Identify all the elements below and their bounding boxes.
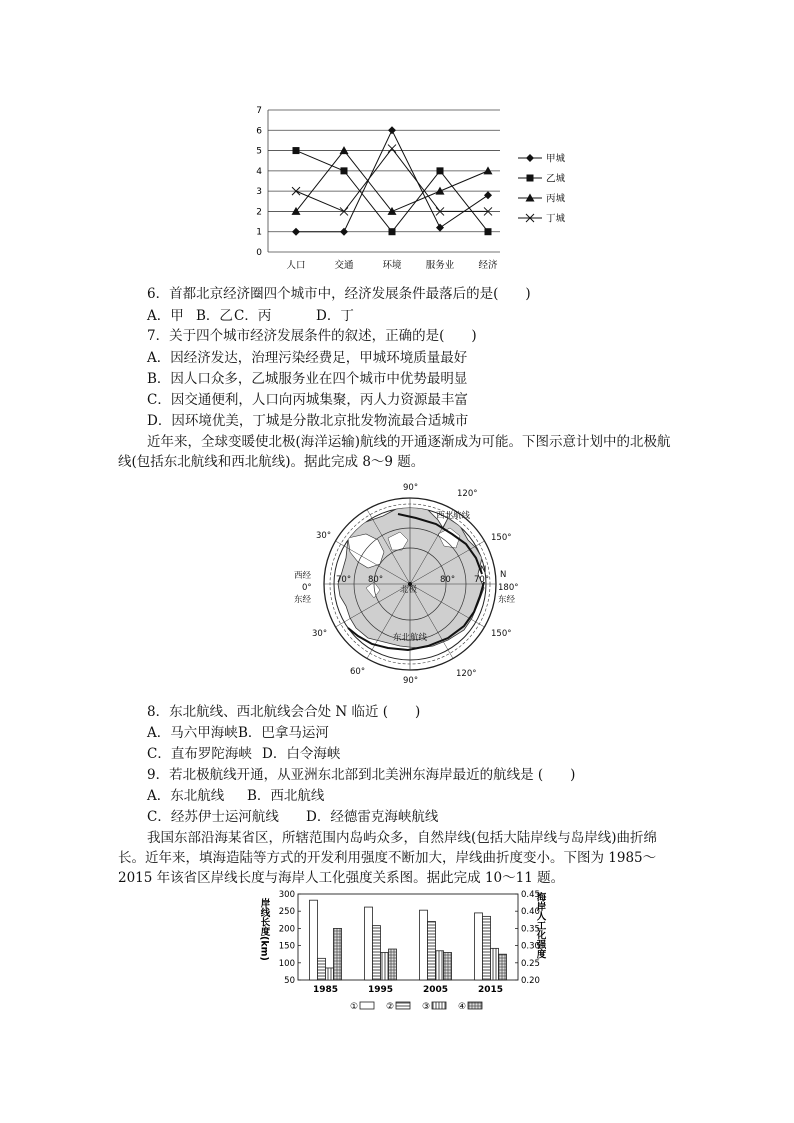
y-tick-label: 200 [278, 924, 295, 935]
q9-stem: 9．若北极航线开通，从亚洲东北部到北美洲东海岸最近的航线是 ( ) [147, 767, 576, 783]
lbl-70w: 70° [336, 575, 352, 585]
bar-② [318, 958, 326, 980]
x-tick-label: 2015 [477, 985, 504, 995]
x-tick-label: 环境 [382, 260, 402, 271]
lbl-east: 东经 [498, 595, 516, 605]
x-tick-label: 2005 [422, 985, 449, 995]
q9-option-d: D．经德雷克海峡航线 [306, 809, 439, 825]
q8-stem: 8．东北航线、西北航线会合处 N 临近 ( ) [147, 704, 421, 720]
y2-tick-label: 0.20 [521, 976, 540, 986]
lbl-east-left: 东经 [294, 595, 312, 605]
lbl-n-side: N [500, 570, 507, 580]
legend-swatch [396, 1002, 410, 1009]
legend-label: ③ [422, 1002, 431, 1012]
bar-③ [326, 968, 334, 980]
bar-② [373, 926, 381, 980]
y-axis-label: 岸线长度(km) [258, 898, 270, 961]
q7-stem: 7．关于四个城市经济发展条件的叙述，正确的是( ) [147, 328, 477, 344]
legend-label: 甲城 [546, 153, 566, 165]
q6-stem: 6．首都北京经济圈四个城市中，经济发展条件最落后的是( ) [147, 286, 531, 302]
lbl-e180: 180° [498, 583, 519, 593]
bar-① [475, 913, 483, 980]
legend-label: 丙城 [546, 193, 566, 205]
bar-① [420, 910, 428, 980]
square-marker [527, 175, 534, 182]
x-tick-label: 交通 [334, 260, 354, 271]
lbl-e150: 150° [491, 533, 512, 543]
x-tick-label: 1985 [312, 985, 339, 995]
square-marker [293, 147, 300, 154]
q6-option-b: B．乙 [196, 308, 233, 324]
q8-option-d: D．白令海峡 [262, 746, 341, 762]
series-0 [292, 126, 492, 235]
lbl-ne-route: 东北航线 [393, 633, 428, 643]
legend-label: 乙城 [546, 173, 566, 185]
q6-option-a: A．甲 [147, 308, 184, 324]
bar-③ [436, 951, 444, 980]
q9-option-a: A．东北航线 [147, 788, 225, 804]
square-marker [437, 167, 444, 174]
series-3 [292, 145, 492, 216]
y-tick-label: 250 [278, 907, 295, 918]
q7-option-d: D．因环境优美，丁城是分散北京批发物流最合适城市 [147, 413, 469, 429]
y-tick-label: 1 [256, 227, 262, 238]
triangle-marker [484, 166, 493, 174]
y-tick-label: 2 [256, 207, 262, 218]
lbl-nw-route: 西北航线 [436, 511, 471, 521]
bar-④ [444, 952, 452, 980]
triangle-marker [436, 187, 445, 195]
series-2 [292, 146, 493, 215]
lbl-80e: 80° [440, 575, 456, 585]
x-tick-label: 经济 [478, 260, 498, 271]
square-marker [341, 167, 348, 174]
lbl-e150b: 150° [491, 629, 512, 639]
y-tick-label: 0 [256, 248, 262, 258]
legend-swatch [468, 1002, 482, 1009]
legend-label: ② [386, 1002, 395, 1012]
square-marker [389, 228, 396, 235]
x-tick-label: 人口 [286, 260, 306, 271]
intro-10-11: 我国东部沿海某省区，所辖范围内岛屿众多，自然岸线(包括大陆岸线与岛岸线)曲折绵长。近年来，填海造陆等方式的开发利用强度不断加大，岸线曲折度变小。下图为 1985～2015 年该省区岸线长度与海岸人工化强度关系图。据此完成 10～11 题。 [118, 830, 658, 886]
bar-④ [499, 954, 507, 980]
arctic-route-map [288, 478, 528, 688]
lbl-zero: 0° [302, 583, 312, 593]
bar-② [428, 922, 436, 980]
diamond-marker [340, 228, 348, 236]
intro-8-9: 近年来，全球变暖使北极(海洋运输)航线的开通逐渐成为可能。下图示意计划中的北极航线(包括东北航线和西北航线)。据此完成 8～9 题。 [118, 434, 671, 470]
lbl-west: 西经 [294, 571, 312, 581]
x-tick-label: 服务业 [425, 260, 455, 271]
lbl-sw60: 60° [350, 667, 366, 677]
bar-③ [381, 952, 389, 980]
diamond-marker [484, 191, 492, 199]
legend-label: ④ [458, 1002, 467, 1012]
lbl-sw30: 30° [312, 629, 328, 639]
diamond-marker [436, 224, 444, 232]
y2-tick-label: 0.35 [521, 924, 540, 935]
y-tick-label: 4 [256, 166, 262, 177]
lbl-ne120: 120° [457, 489, 478, 499]
y-tick-label: 5 [256, 146, 262, 157]
q6-option-c: C．丙 [234, 308, 272, 324]
q7-option-b: B．因人口众多，乙城服务业在四个城市中优势最明显 [147, 371, 468, 387]
q6-option-d: D．丁 [316, 308, 354, 324]
x-tick-label: 1995 [367, 985, 394, 995]
bar-① [310, 900, 318, 980]
bar-② [483, 916, 491, 980]
y-tick-label: 6 [256, 126, 262, 137]
y2-tick-label: 0.30 [521, 941, 540, 952]
bar-④ [334, 928, 342, 980]
legend-swatch [360, 1002, 374, 1009]
lbl-bottom90: 90° [403, 676, 419, 686]
y-tick-label: 150 [278, 941, 295, 952]
legend-label: 丁城 [546, 213, 566, 225]
y-tick-label: 100 [278, 958, 295, 969]
y-tick-label: 50 [284, 976, 295, 986]
q8-option-c: C．直布罗陀海峡 [147, 746, 252, 762]
lbl-nw30: 30° [316, 531, 332, 541]
q7-option-c: C．因交通便利，人口向丙城集聚，丙人力资源最丰富 [147, 392, 468, 408]
lbl-80w: 80° [368, 575, 384, 585]
series-line [296, 130, 488, 231]
bar-① [365, 907, 373, 980]
legend-label: ① [350, 1002, 359, 1012]
y2-tick-label: 0.25 [521, 958, 540, 969]
y2-tick-label: 0.45 [521, 890, 540, 900]
triangle-marker [340, 146, 349, 154]
series-line [296, 151, 488, 212]
q7-option-a: A．因经济发达，治理污染经费足，甲城环境质量最好 [147, 350, 468, 366]
y2-tick-label: 0.40 [521, 907, 540, 918]
q9-option-c: C．经苏伊士运河航线 [147, 809, 279, 825]
diamond-marker [388, 126, 396, 134]
bar-④ [389, 949, 397, 980]
series-line [296, 149, 488, 212]
q9-option-b: B．西北航线 [247, 788, 325, 804]
y-tick-label: 7 [256, 106, 262, 116]
city-line-chart [250, 100, 590, 280]
lbl-top90: 90° [403, 483, 419, 493]
y-tick-label: 3 [256, 187, 262, 198]
q8-option-a: A．马六甲海峡 [147, 725, 238, 741]
lbl-n-mark: N [480, 565, 487, 575]
square-marker [485, 228, 492, 235]
lbl-se120: 120° [456, 669, 477, 679]
y2-axis-label: 海岸人工化强度 [534, 892, 546, 959]
q8-option-b: B．巴拿马运河 [238, 725, 329, 741]
lbl-pole: 北极 [400, 585, 418, 595]
diamond-marker [292, 228, 300, 236]
legend-swatch [432, 1002, 446, 1009]
bar-③ [491, 948, 499, 980]
coastline-bar-chart [258, 888, 554, 1016]
lbl-70e: 70° [474, 575, 490, 585]
y-tick-label: 300 [278, 890, 295, 900]
diamond-marker [526, 154, 534, 162]
